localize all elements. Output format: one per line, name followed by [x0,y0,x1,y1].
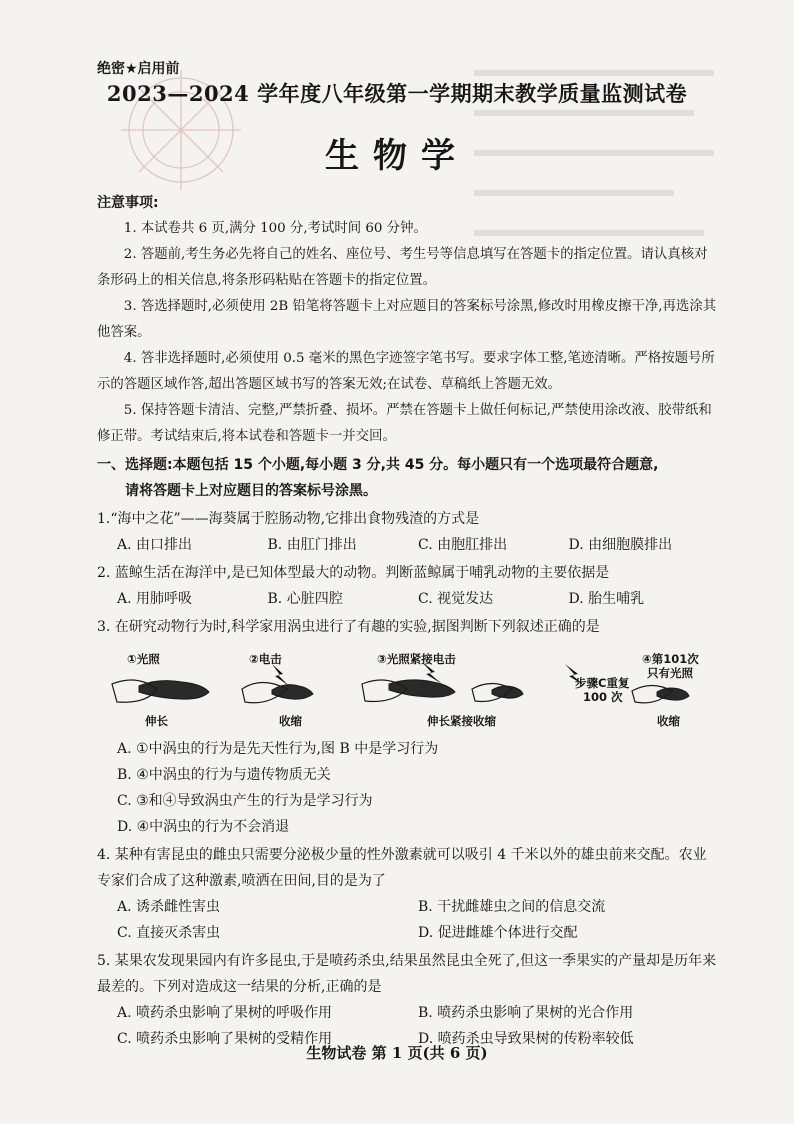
question-4-options-row1 [97,894,719,920]
option-b: B. 由肛门排出 [267,537,357,553]
question-5-options-row1 [97,1000,719,1026]
notice-item: 4. 答非选择题时,必须使用 0.5 毫米的黑色字迹签字笔书写。要求字体工整,笔迹清晰。严格按题号所示的答题区域作答,超出答题区域书写的答案无效;在试卷、草稿纸上答题无效。 [97,351,715,392]
question-3-stem: 3. 在研究动物行为时,科学家用涡虫进行了有趣的实验,据图判断下列叙述正确的是 [97,619,600,635]
option-c: C. 喷药杀虫影响了果树的受精作用 [117,1031,333,1047]
flatworm-2 [272,685,313,699]
section-heading: 一、选择题:本题包括 15 个小题,每小题 3 分,共 45 分。每小题只有一个选项最符合题意, [97,457,659,473]
option-d: D. 喷药杀虫导致果树的传粉率较低 [418,1031,634,1047]
option-a: A. 用肺呼吸 [117,591,193,607]
label-extend-contract: 伸长紧接收缩 [427,714,496,728]
flatworm-experiment-figure [97,644,719,734]
label-light-shock: ③光照紧接电击 [377,652,456,666]
label-shock: ②电击 [249,652,282,666]
notice-title: 注意事项: [97,195,159,211]
subject-title: 生物学 [325,136,469,176]
question-1-stem: 1.“海中之花”——海葵属于腔肠动物,它排出食物残渣的方式是 [97,511,480,527]
option-b: B. 喷药杀虫影响了果树的光合作用 [418,1005,634,1021]
notice-item: 5. 保持答题卡清洁、完整,严禁折叠、损坏。严禁在答题卡上做任何标记,严禁使用涂改液、胶带纸和修正带。考试结束后,将本试卷和答题卡一并交回。 [97,403,712,444]
secret-mark: 绝密★启用前 [97,61,180,77]
option-b: B. ④中涡虫的行为与遗传物质无关 [117,767,331,783]
option-a: A. 诱杀雌性害虫 [117,899,221,915]
option-c: C. 视觉发达 [418,591,494,607]
question-4-stem: 4. 某种有害昆虫的雌虫只需要分泌极少量的性外激素就可以吸引 4 千米以外的雄虫前来交配。农业专家们合成了这种激素,喷洒在田间,目的是为了 [97,847,707,889]
section-heading-continued: 请将答题卡上对应题目的答案标号涂黑。 [125,483,377,499]
flatworm-3b [492,686,523,698]
label-contract: 收缩 [279,714,302,728]
option-d: D. ④中涡虫的行为不会消退 [117,819,290,835]
option-b: B. 心脏四腔 [267,591,343,607]
page-footer: 生物试卷 第 1 页(共 6 页) [306,1044,488,1062]
option-c: C. ③和④导致涡虫产生的行为是学习行为 [117,793,373,809]
label-repeat-step: 步骤C重复 [575,676,630,690]
question-2-stem: 2. 蓝鲸生活在海洋中,是已知体型最大的动物。判断蓝鲸属于哺乳动物的主要依据是 [97,565,610,581]
question-1-options [97,532,719,558]
option-a: A. 喷药杀虫影响了果树的呼吸作用 [117,1005,333,1021]
label-101st: ④第101次 [642,652,699,666]
label-extend: 伸长 [145,714,168,728]
notice-item: 1. 本试卷共 6 页,满分 100 分,考试时间 60 分钟。 [123,221,427,236]
label-only-light: 只有光照 [647,666,693,680]
label-contract-4: 收缩 [657,714,680,728]
option-d: D. 促进雌雄个体进行交配 [418,925,578,941]
question-5-stem: 5. 某果农发现果园内有许多昆虫,于是喷药杀虫,结果虽然昆虫全死了,但这一季果实的产量却是历年来最差的。下列对造成这一结果的分析,正确的是 [97,953,717,995]
option-a: A. 由口排出 [117,537,193,553]
question-4-options-row2 [97,920,719,946]
label-100-times: 100 次 [583,690,623,704]
notice-item: 2. 答题前,考生务必先将自己的姓名、座位号、考生号等信息填写在答题卡的指定位置。请认真核对条形码上的相关信息,将条形码粘贴在答题卡的指定位置。 [97,247,708,288]
exam-content [97,190,719,1052]
option-a: A. ①中涡虫的行为是先天性行为,图 B 中是学习行为 [117,741,439,757]
option-b: B. 干扰雌雄虫之间的信息交流 [418,899,606,915]
label-light: ①光照 [127,652,160,666]
question-2-options [97,586,719,612]
option-c: C. 直接灭杀害虫 [117,925,221,941]
option-c: C. 由胞肛排出 [418,537,508,553]
option-d: D. 由细胞膜排出 [568,537,673,553]
option-d: D. 胎生哺乳 [568,591,645,607]
exam-title: 2023—2024 学年度八年级第一学期期末教学质量监测试卷 [106,81,688,106]
flatworm-3a [389,680,455,697]
notice-item: 3. 答选择题时,必须使用 2B 铅笔将答题卡上对应题目的答案标号涂黑,修改时用橡皮擦干净,再选涂其他答案。 [97,299,717,340]
